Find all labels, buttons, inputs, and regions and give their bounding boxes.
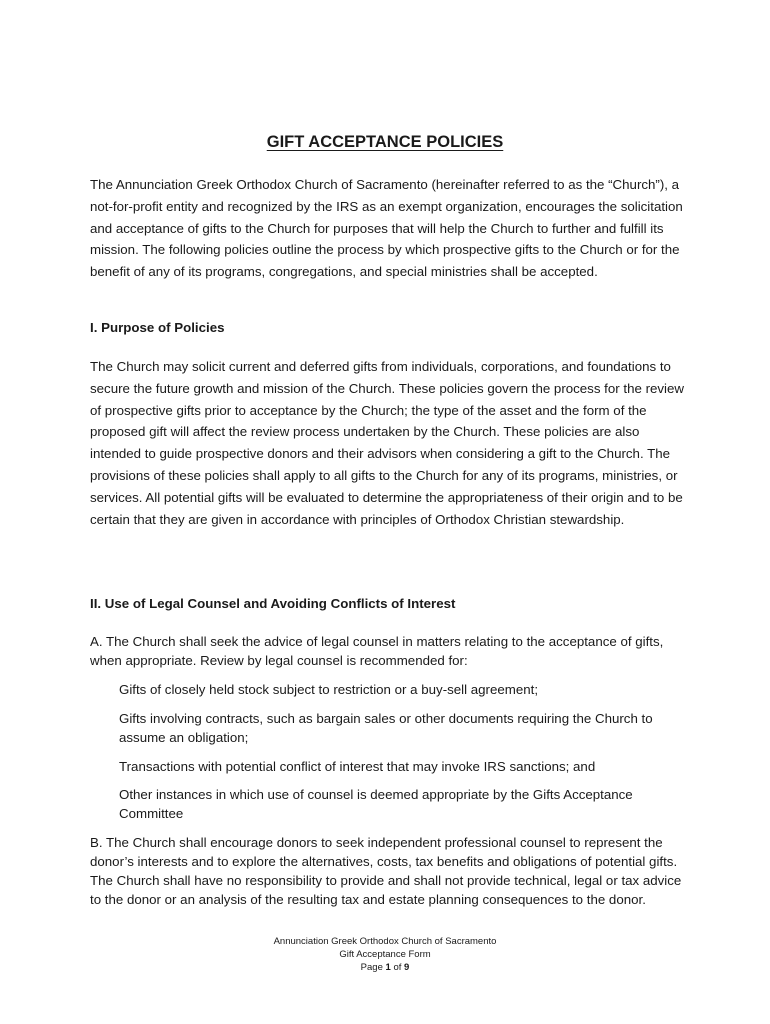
page-of: of [393, 962, 402, 973]
section-1-heading: I. Purpose of Policies [90, 320, 225, 335]
page-label: Page [360, 962, 383, 973]
list-item: Other instances in which use of counsel is deemed appropriate by the Gifts Acceptance Committee [119, 787, 633, 821]
section-2-paragraph-b: B. The Church shall encourage donors to seek independent professional counsel to represent the donor’s interests and to explore the alternatives, costs, tax benefits and obligations of potential gifts. The Church shall have no responsibility to provide and shall not provide technical, legal or tax advice to the donor or an analysis of the resulting tax and estate planning consequences to the donor. [90, 835, 682, 907]
page-total: 9 [404, 962, 410, 973]
section-1-body: The Church may solicit current and deferred gifts from individuals, corporations, and foundations to secure the future growth and mission of the Church. These policies govern the process for the review of prospective gifts prior to acceptance by the Church; the type of the asset and the form of the proposed gift will affect the review process undertaken by the Church. These policies are also intended to guide prospective donors and their advisors when considering a gift to the Church. The provisions of these policies shall apply to all gifts to the Church for any of its programs, ministries, or services. All potential gifts will be evaluated to determine the appropriateness of their origin and to be certain that they are given in accordance with principles of Orthodox Christian stewardship. [90, 359, 684, 527]
page-title: GIFT ACCEPTANCE POLICIES [266, 133, 504, 151]
footer-organization: Annunciation Greek Orthodox Church of Sacramento [273, 936, 497, 947]
list-item: Transactions with potential conflict of interest that may invoke IRS sanctions; and [119, 759, 596, 774]
section-2-paragraph-a: A. The Church shall seek the advice of legal counsel in matters relating to the acceptance of gifts, when appropriate. Review by legal counsel is recommended for: [90, 634, 664, 668]
list-item: Gifts involving contracts, such as bargain sales or other documents requiring the Church to assume an obligation; [119, 711, 653, 745]
list-item: Gifts of closely held stock subject to restriction or a buy-sell agreement; [119, 682, 539, 697]
footer [0, 935, 770, 974]
footer-form-name: Gift Acceptance Form [339, 949, 431, 960]
page-number [0, 961, 770, 974]
page-current: 1 [385, 962, 391, 973]
intro-paragraph: The Annunciation Greek Orthodox Church of Sacramento (hereinafter referred to as the “Church”), a not-for-profit entity and recognized by the IRS as an exempt organization, encourages the solicitation and acceptance of gifts to the Church for purposes that will help the Church to further and fulfill its mission. The following policies outline the process by which prospective gifts to the Church or for the benefit of any of its programs, congregations, and special ministries shall be accepted. [90, 177, 683, 280]
section-2-heading: II. Use of Legal Counsel and Avoiding Conflicts of Interest [90, 596, 456, 611]
